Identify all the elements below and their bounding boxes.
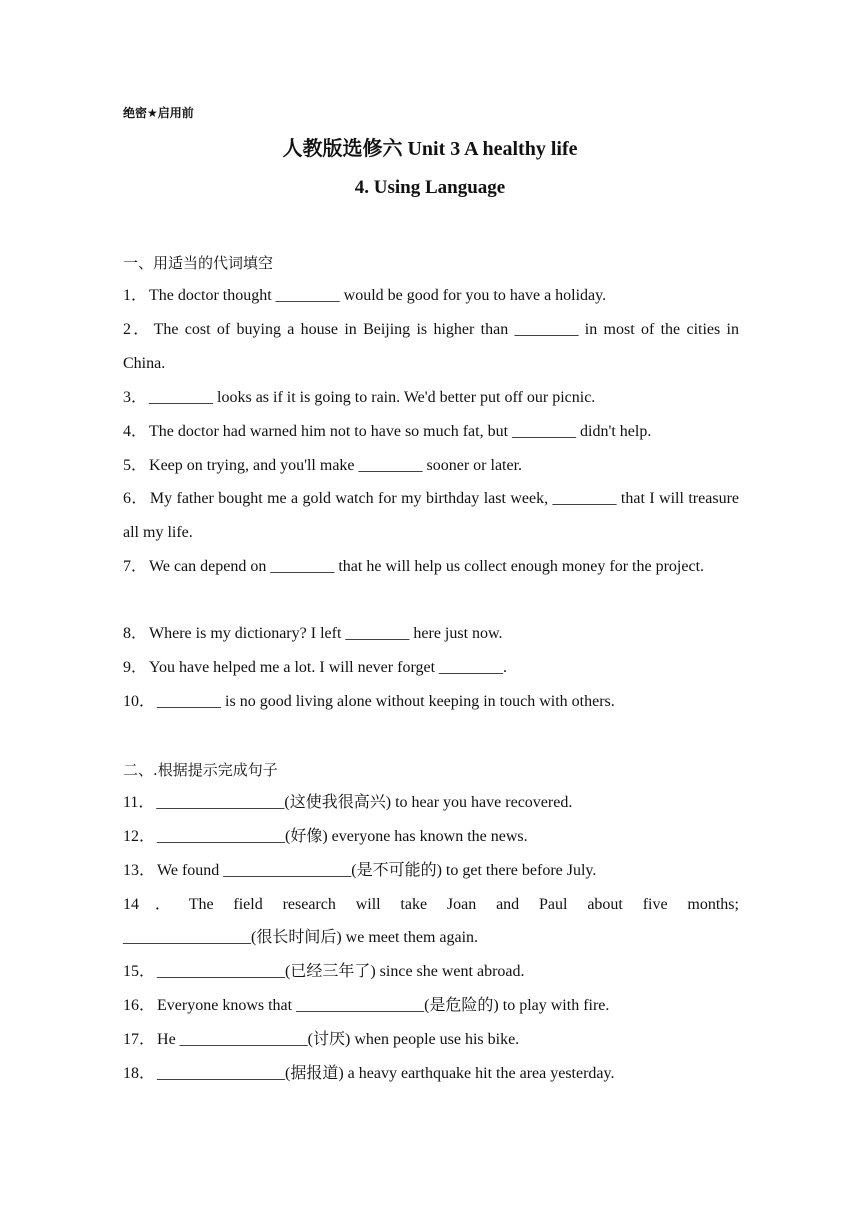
question-text: The cost of buying a house in Beijing is higher than ________ in most of the cities in China.	[123, 321, 739, 372]
question-number: 6．	[123, 490, 148, 507]
question-number: 5．	[123, 457, 148, 474]
question-7	[123, 550, 739, 584]
question-number: 7．	[123, 558, 148, 575]
question-4	[123, 415, 739, 449]
question-text: He ________________(讨厌) when people use his bike.	[157, 1031, 520, 1048]
question-12	[123, 820, 739, 854]
question-number: 15．	[123, 963, 156, 980]
question-text: The doctor had warned him not to have so much fat, but ________ didn't help.	[149, 423, 652, 440]
question-text: ________________(据报道) a heavy earthquake hit the area yesterday.	[157, 1065, 615, 1082]
question-10	[123, 685, 739, 719]
question-number: 3．	[123, 389, 148, 406]
question-text: ________________(好像) everyone has known the news.	[157, 828, 528, 845]
confidential-label: 绝密★启用前	[123, 106, 194, 120]
page-title: 人教版选修六 Unit 3 A healthy life	[282, 138, 578, 160]
question-number: 8．	[123, 625, 148, 642]
question-text: ________________(很长时间后) we meet them again.	[123, 929, 479, 946]
question-8	[123, 617, 739, 651]
question-text: The field research will take Joan and Paul about five months;	[188, 896, 739, 913]
question-5	[123, 449, 739, 483]
question-number: 4．	[123, 423, 148, 440]
question-text: My father bought me a gold watch for my birthday last week, ________ that I will treasure all my life.	[123, 490, 739, 541]
question-number: 18．	[123, 1065, 156, 1082]
question-14-continuation	[123, 921, 739, 955]
question-3	[123, 381, 739, 415]
question-number: 16．	[123, 997, 156, 1014]
question-number: 17．	[123, 1031, 156, 1048]
question-number: 10．	[123, 693, 156, 710]
question-number: 12．	[123, 828, 156, 845]
question-text: ________ is no good living alone without keeping in touch with others.	[157, 693, 615, 710]
question-number: 2．	[123, 321, 152, 338]
question-6	[123, 482, 739, 550]
question-text: ________ looks as if it is going to rain. We'd better put off our picnic.	[149, 389, 596, 406]
section-heading-2: 二、.根据提示完成句子	[123, 761, 278, 779]
question-text: ________________(已经三年了) since she went abroad.	[157, 963, 525, 980]
question-14	[123, 888, 739, 922]
question-11	[123, 786, 739, 820]
page-subtitle: 4. Using Language	[354, 177, 506, 198]
question-1	[123, 279, 739, 313]
question-text: Everyone knows that ________________(是危险的) to play with fire.	[157, 997, 610, 1014]
question-text: The doctor thought ________ would be good for you to have a holiday.	[149, 287, 607, 304]
question-text: You have helped me a lot. I will never forget ________.	[149, 659, 508, 676]
question-16	[123, 989, 739, 1023]
question-text: ________________(这使我很高兴) to hear you have recovered.	[156, 794, 573, 811]
question-13	[123, 854, 739, 888]
question-number: 13．	[123, 862, 156, 879]
question-number: 14．	[123, 896, 187, 913]
question-18	[123, 1057, 739, 1091]
question-number: 1．	[123, 287, 148, 304]
question-15	[123, 955, 739, 989]
question-text: We found ________________(是不可能的) to get there before July.	[157, 862, 597, 879]
section-heading-1: 一、用适当的代词填空	[123, 254, 274, 272]
question-text: Where is my dictionary? I left ________ here just now.	[149, 625, 503, 642]
question-text: We can depend on ________ that he will help us collect enough money for the project.	[149, 558, 705, 575]
question-2	[123, 313, 739, 381]
question-text: Keep on trying, and you'll make ________ sooner or later.	[149, 457, 523, 474]
question-9	[123, 651, 739, 685]
question-number: 11．	[123, 794, 155, 811]
question-17	[123, 1023, 739, 1057]
question-number: 9．	[123, 659, 148, 676]
